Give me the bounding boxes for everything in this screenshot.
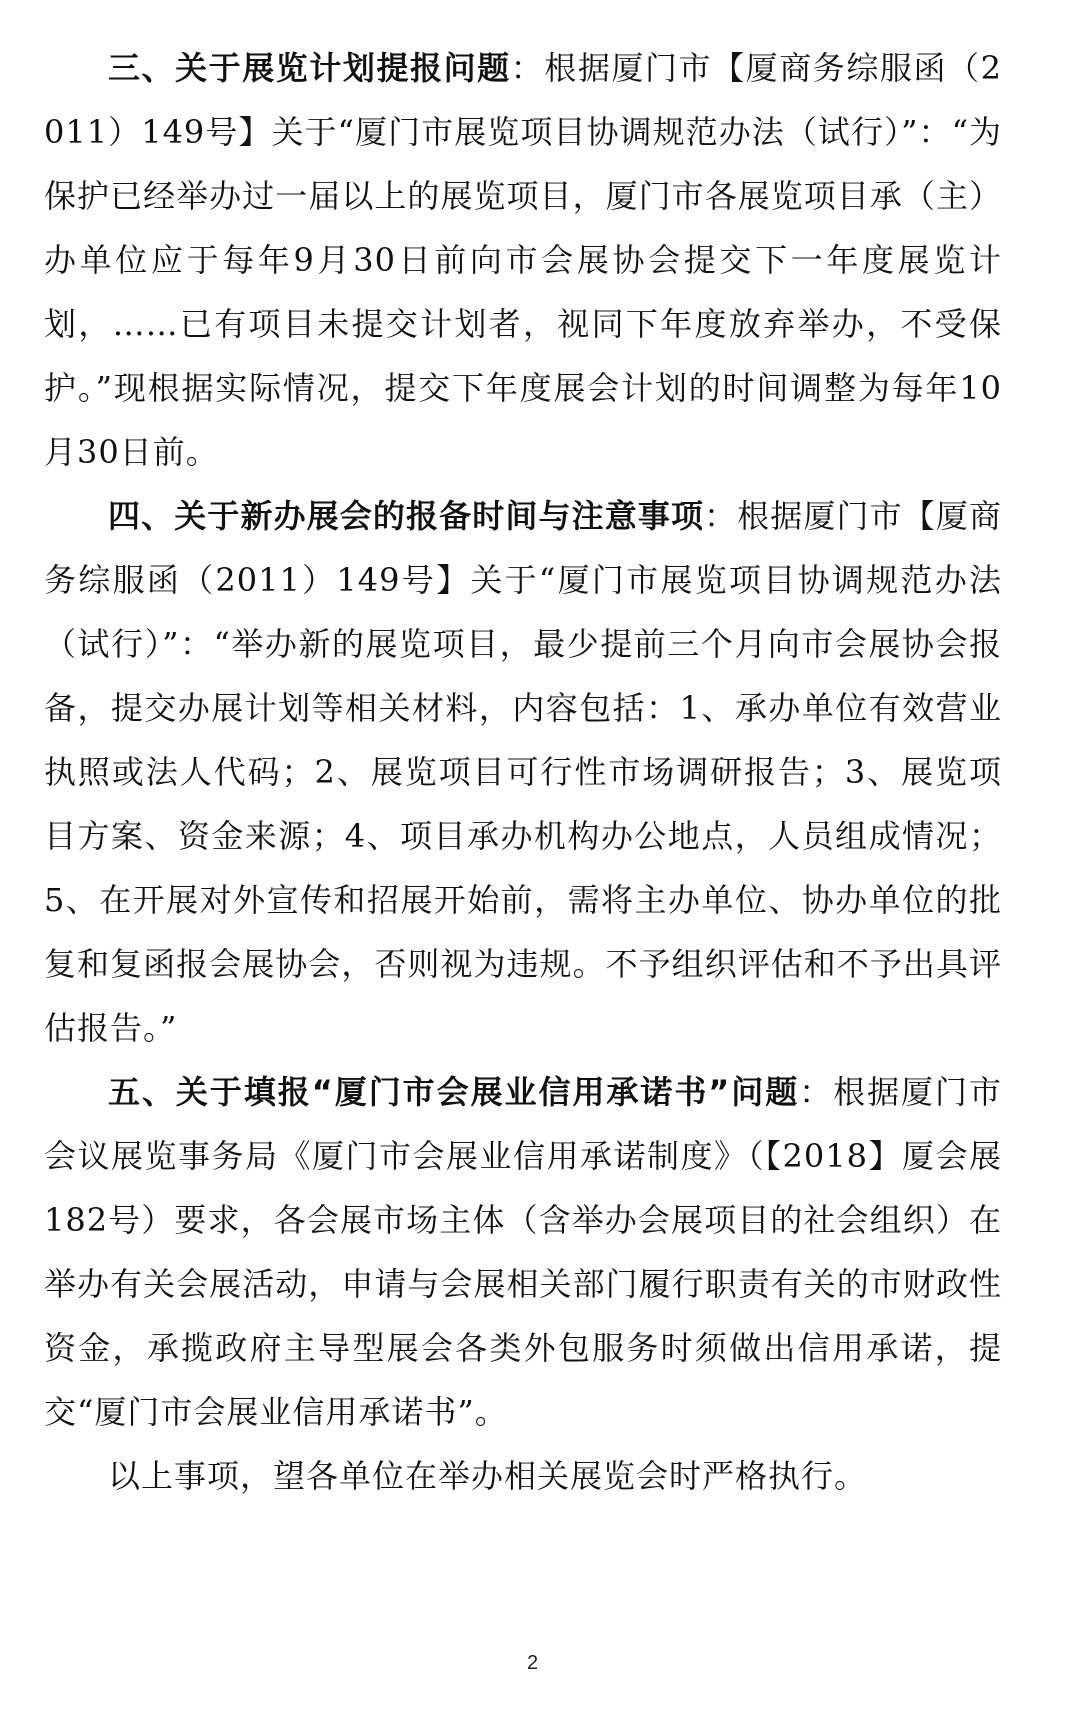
paragraph-credit-commitment <box>44 1060 1002 1444</box>
paragraph-heading: 四、关于新办展会的报备时间与注意事项 <box>108 497 705 535</box>
document-body <box>44 36 1002 1508</box>
paragraph-body: ：根据厦门市【厦商务综服函（2011）149号】关于“厦门市展览项目协调规范办法（试行）”：“为保护已经举办过一届以上的展览项目，厦门市各展览项目承（主）办单位应于每年9月30日前向市会展协会提交下一年度展览计划，……已有项目未提交计划者，视同下年度放弃举办，不受保护。”现根据实际情况，提交下年度展会计划的时间调整为每年10月30日前。 <box>44 49 1002 471</box>
paragraph-heading: 三、关于展览计划提报问题 <box>108 49 511 87</box>
paragraph-heading: 五、关于填报“厦门市会展业信用承诺书”问题 <box>108 1073 800 1111</box>
paragraph-body: ：根据厦门市【厦商务综服函（2011）149号】关于“厦门市展览项目协调规范办法（试行）”：“举办新的展览项目，最少提前三个月向市会展协会报备，提交办展计划等相关材料，内容包括：1、承办单位有效营业执照或法人代码；2、展览项目可行性市场调研报告；3、展览项目方案、资金来源；4、项目承办机构办公地点，人员组成情况；5、在开展对外宣传和招展开始前，需将主办单位、协办单位的批复和复函报会展协会，否则视为违规。不予组织评估和不予出具评估报告。” <box>44 497 1002 1047</box>
closing-statement: 以上事项，望各单位在举办相关展览会时严格执行。 <box>108 1457 868 1495</box>
page-number: 2 <box>526 1652 539 1674</box>
paragraph-body: ：根据厦门市会议展览事务局《厦门市会展业信用承诺制度》（【2018】厦会展182号）要求，各会展市场主体（含举办会展项目的社会组织）在举办有关会展活动，申请与会展相关部门履行职责有关的市财政性资金，承揽政府主导型展会各类外包服务时须做出信用承诺，提交“厦门市会展业信用承诺书”。 <box>44 1073 1002 1431</box>
paragraph-new-exhibition <box>44 484 1002 1060</box>
paragraph-exhibition-plan <box>44 36 1002 484</box>
